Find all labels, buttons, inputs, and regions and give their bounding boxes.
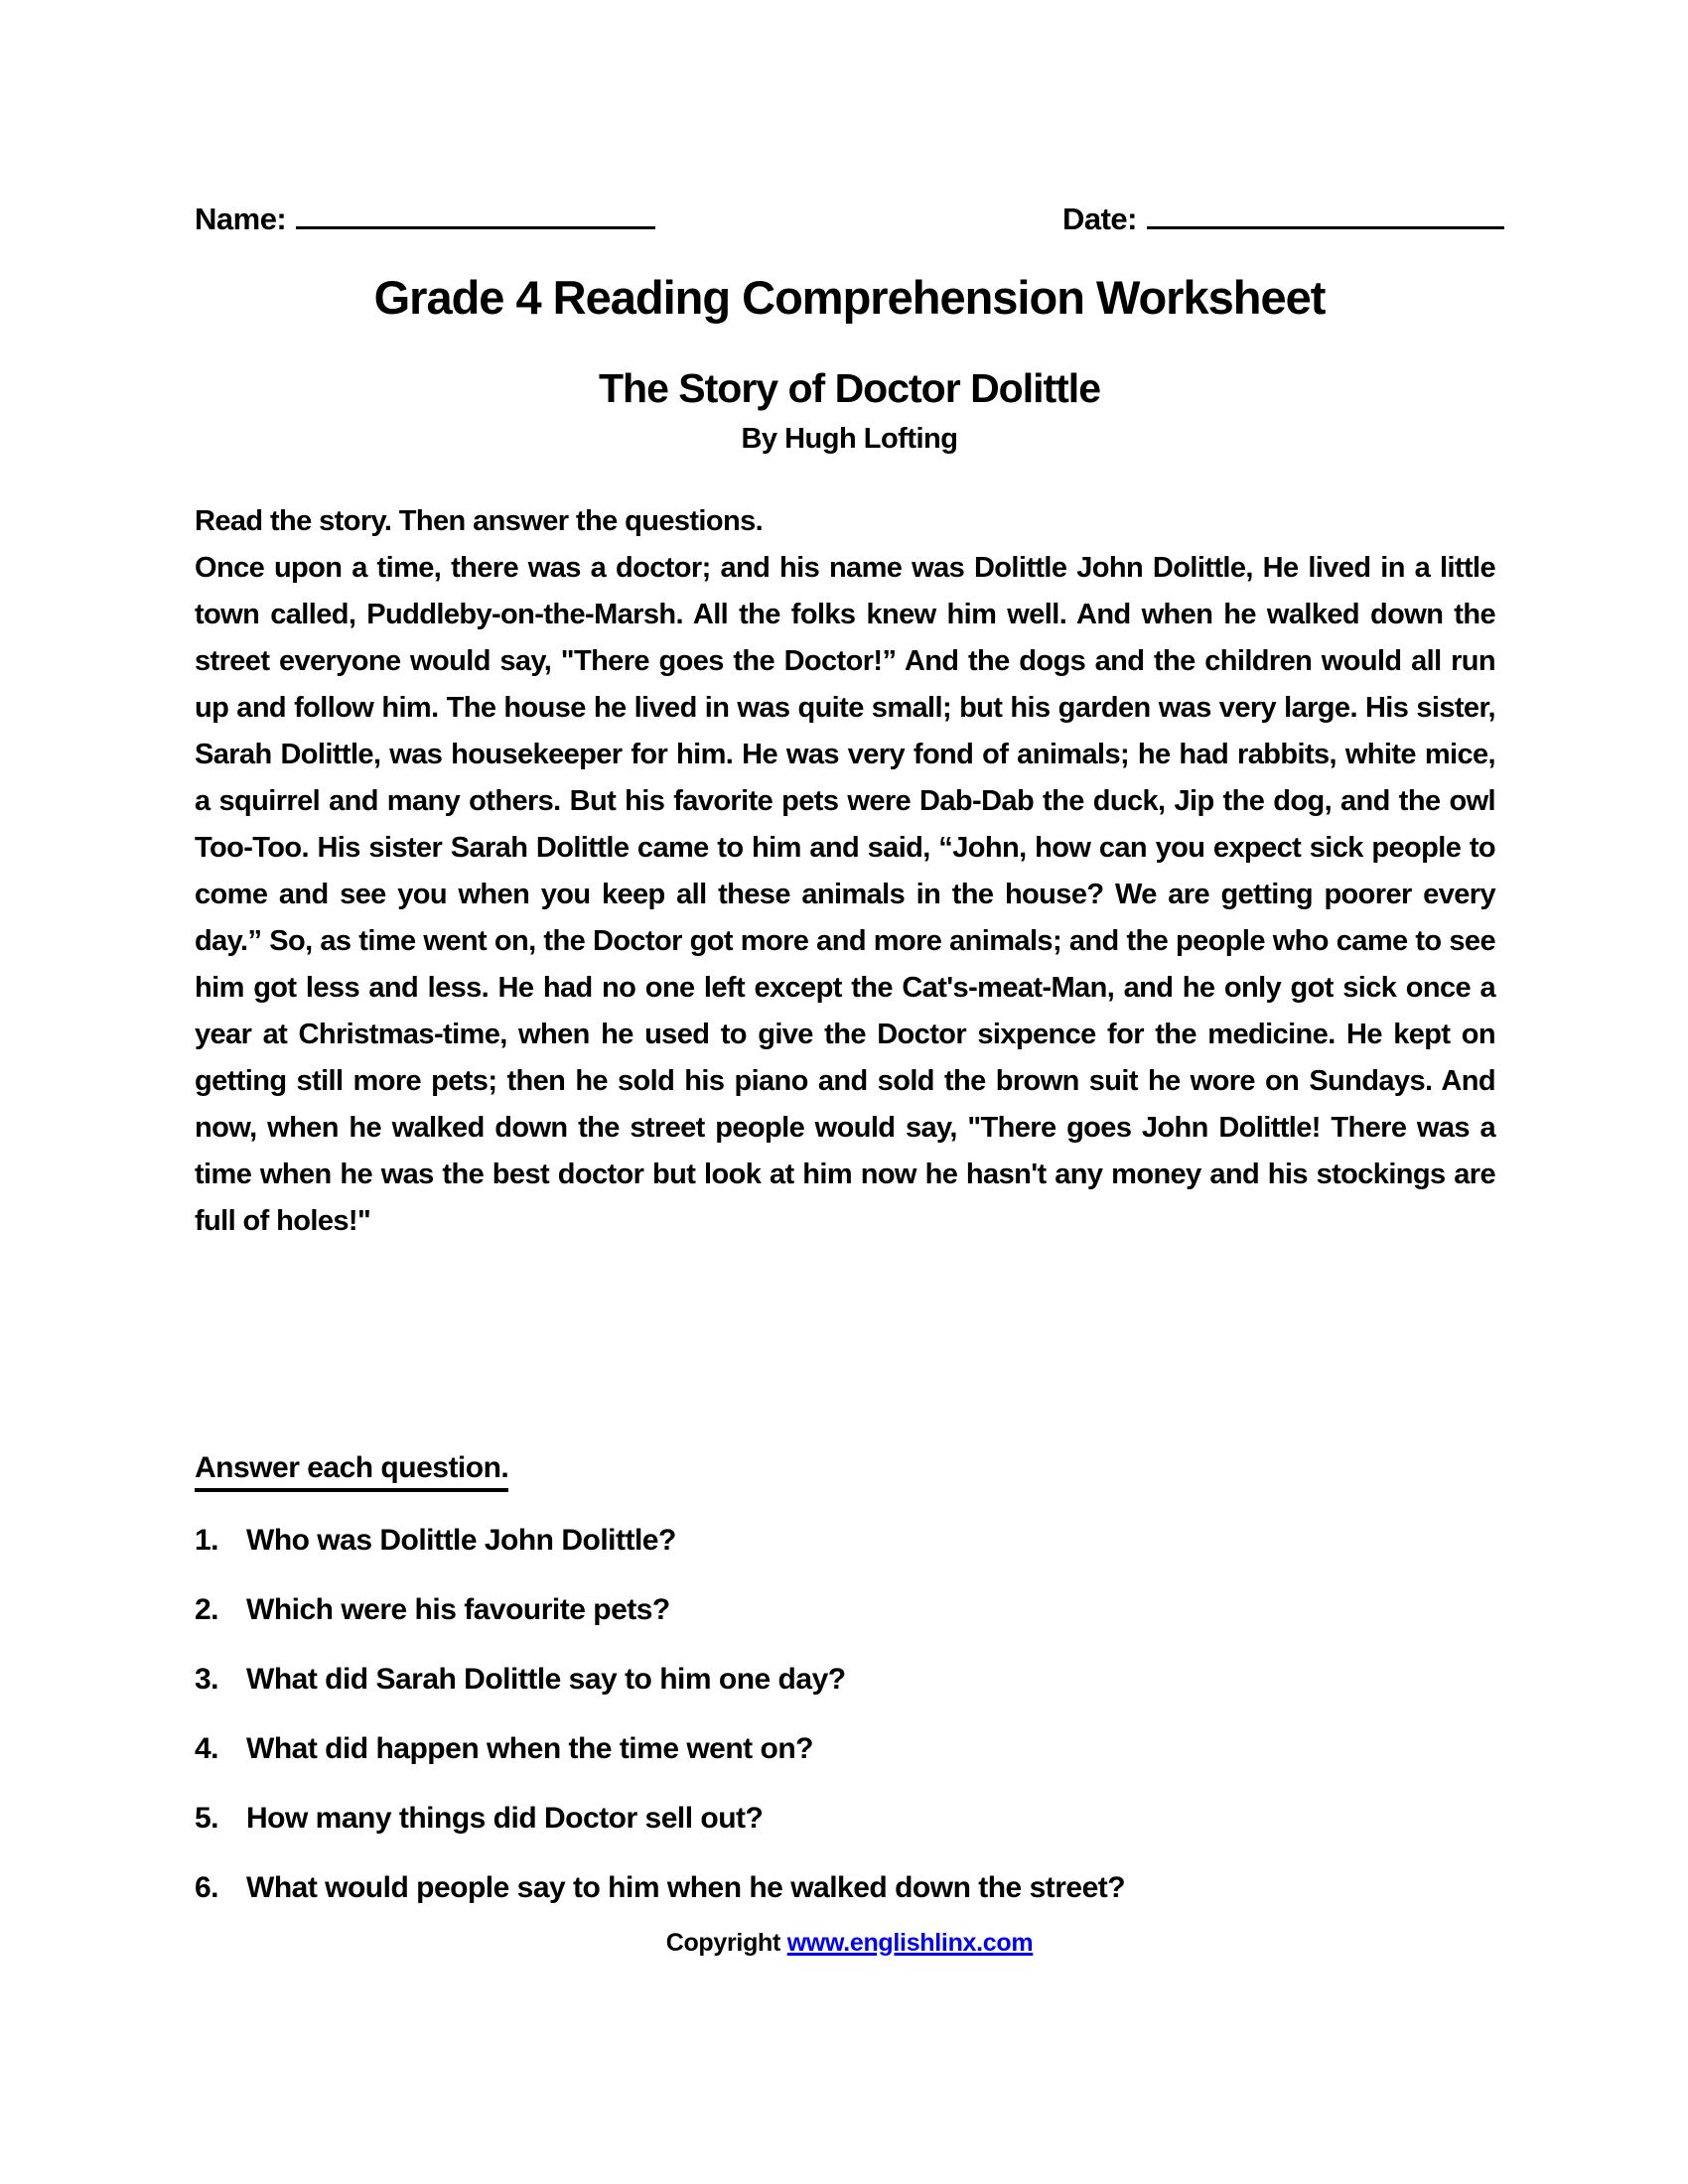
name-blank-line [296, 197, 655, 229]
question-number: 6. [195, 1871, 219, 1904]
question-text: What would people say to him when he walked down the street? [246, 1871, 1126, 1904]
question-item [195, 1593, 1495, 1626]
date-field-group [1062, 197, 1504, 237]
question-text: Who was Dolittle John Dolittle? [246, 1524, 676, 1557]
question-text: What did happen when the time went on? [246, 1732, 813, 1765]
story-body [195, 498, 1495, 1245]
story-byline: By Hugh Lofting [741, 423, 958, 455]
question-item [195, 1663, 1495, 1696]
worksheet-title: Grade 4 Reading Comprehension Worksheet [373, 271, 1326, 324]
questions-heading: Answer each question. [195, 1451, 508, 1492]
instructions-text: Read the story. Then answer the questions. [195, 505, 764, 537]
footer [195, 1929, 1504, 1958]
date-blank-line [1147, 197, 1504, 229]
question-item [195, 1871, 1495, 1904]
question-text: Which were his favourite pets? [246, 1593, 670, 1626]
copyright-link[interactable]: www.englishlinx.com [786, 1929, 1034, 1957]
copyright-text: Copyright [665, 1929, 787, 1957]
date-label: Date: [1061, 202, 1137, 236]
question-number: 3. [195, 1663, 219, 1696]
question-item [195, 1732, 1495, 1765]
question-item [195, 1524, 1495, 1557]
name-field-group [195, 197, 655, 237]
question-item [195, 1802, 1495, 1835]
question-text: What did Sarah Dolittle say to him one day? [246, 1663, 846, 1696]
question-text: How many things did Doctor sell out? [246, 1802, 764, 1835]
story-paragraph: Once upon a time, there was a doctor; and his name was Dolittle John Dolittle, He lived in a little town called, Puddleby-on-the-Marsh. All the folks knew him well. And when he walked down the street everyone would say, "There goes the Doctor!” And the dogs and the children would all run up and follow him. The house he lived in was quite small; but his garden was very large. His sister, Sarah Dolittle, was housekeeper for him. He was very fond of animals; he had rabbits, white mice, a squirrel and many others. But his favorite pets were Dab-Dab the duck, Jip the dog, and the owl Too-Too. His sister Sarah Dolittle came to him and said, “John, how can you expect sick people to come and see you when you keep all these animals in the house? We are getting poorer every day.” So, as time went on, the Doctor got more and more animals; and the people who came to see him got less and less. He had no one left except the Cat's-meat-Man, and he only got sick once a year at Christmas-time, when he used to give the Doctor sixpence for the medicine. He kept on getting still more pets; then he sold his piano and sold the brown suit he wore on Sundays. And now, when he walked down the street people would say, "There goes John Dolittle! There was a time when he was the best doctor but look at him now he hasn't any money and his stockings are full of holes!" [195, 552, 1495, 1237]
question-number: 2. [195, 1593, 219, 1626]
name-label: Name: [195, 202, 287, 236]
question-number: 4. [195, 1732, 219, 1765]
story-title: The Story of Doctor Dolittle [599, 365, 1100, 411]
question-number: 1. [195, 1524, 219, 1557]
questions-section [195, 1451, 1495, 1941]
question-number: 5. [195, 1802, 219, 1835]
header-row [195, 197, 1504, 237]
